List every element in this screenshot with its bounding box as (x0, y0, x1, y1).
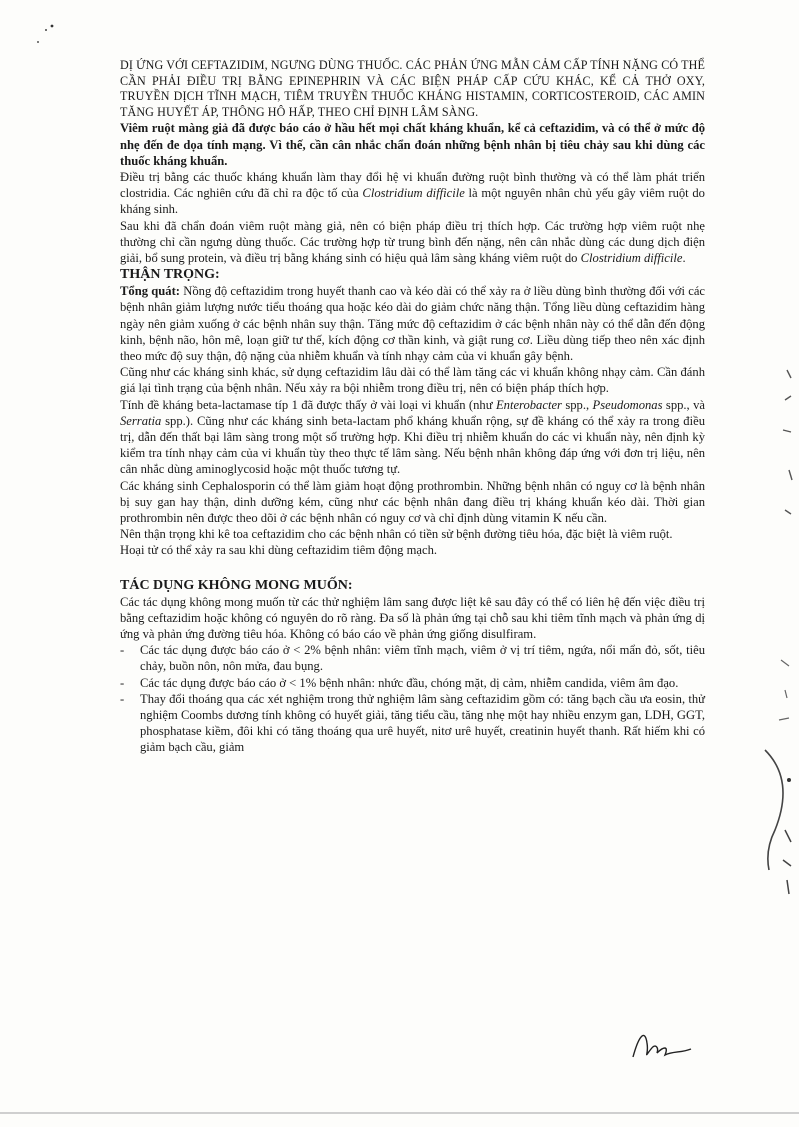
scan-dots-top-left (30, 20, 70, 50)
precautions-paragraph-5: Nên thận trọng khi kê toa ceftazidim cho các bệnh nhân có tiền sử bệnh đường tiêu hóa, đặc biệt là viêm ruột. (120, 527, 673, 542)
list-item: - Các tác dụng được báo cáo ở < 2% bệnh nhân: viêm tĩnh mạch, viêm ở vị trí tiêm, ngứa, nổi mẩn đỏ, sốt, tiêu chảy, buồn nôn, nôn mửa, đau bụng. (120, 643, 705, 674)
colitis-paragraph-2: Sau khi đã chẩn đoán viêm ruột màng giả, nên có biện pháp điều trị thích hợp. Các trường hợp viêm ruột nhẹ thường chỉ cần ngưng dùng thuốc. Các trường hợp từ trung bình đến nặng, nên cân nhắc dùng các dung dịch điện giải, bổ sung protein, và điều trị bằng kháng sinh có hiệu quả lâm sàng kháng viêm ruột do Clostridium difficile. (120, 218, 705, 265)
list-item: - Các tác dụng được báo cáo ở < 1% bệnh nhân: nhức đầu, chóng mặt, dị cảm, nhiễm candida, viêm âm đạo. (120, 675, 679, 690)
general-label: Tổng quát: (120, 284, 180, 299)
adverse-effects-heading: TÁC DỤNG KHÔNG MONG MUỐN: (120, 577, 353, 593)
colitis-paragraph-1: Điều trị bằng các thuốc kháng khuẩn làm thay đổi hệ vi khuẩn đường ruột bình thường và có thể làm phát triển clostridia. Các nghiên cứu đã chỉ ra độc tố của Clostridium difficile là một nguyên nhân chủ yếu gây viêm ruột do kháng sinh. (120, 169, 705, 217)
hypersensitivity-warning: DỊ ỨNG VỚI CEFTAZIDIM, NGƯNG DÙNG THUỐC. CÁC PHẢN ỨNG MẪN CẢM CẤP TÍNH NẶNG CÓ THỂ CẦN PHẢI ĐIỀU TRỊ BẰNG EPINEPHRIN VÀ CÁC BIỆN PHÁP CẤP CỨU KHÁC, KỂ CẢ THỞ OXY, TRUYỀN DỊCH TĨNH MẠCH, TIÊM TRUYỀN THUỐC KHÁNG HISTAMIN, CORTICOSTEROID, CÁC AMIN TĂNG HUYẾT ÁP, THÔNG HÔ HẤP, THEO CHỈ ĐỊNH LÂM SÀNG. (120, 58, 705, 119)
document-page (120, 58, 705, 756)
precautions-paragraph-6: Hoại tử có thể xảy ra sau khi dùng ceftazidim tiêm động mạch. (120, 543, 438, 558)
precautions-paragraph-4: Các kháng sinh Cephalosporin có thể làm giảm hoạt động prothrombin. Những bệnh nhân có nguy cơ là bệnh nhân bị suy gan hay thận, dinh dưỡng kém, cũng như các bệnh nhân đang điều trị kháng khuẩn kéo dài. Thời gian prothrombin nên được theo dõi ở các bệnh nhân có nguy cơ và chỉ định dùng vitamin K nếu cần. (120, 478, 705, 526)
page-bottom-edge (0, 1112, 799, 1114)
precautions-paragraph-2: Cũng như các kháng sinh khác, sử dụng ceftazidim lâu dài có thể làm tăng các vi khuẩn không nhạy cảm. Cần đánh giá lại tình trạng của bệnh nhân. Nếu xảy ra bội nhiễm trong điều trị, nên có biện pháp thích hợp. (120, 365, 705, 396)
adverse-effects-intro: Các tác dụng không mong muốn từ các thử nghiệm lâm sang được liệt kê sau đây có thể có liên hệ đến việc điều trị bằng ceftazidim hoặc không có nguyên do rõ ràng. Đa số là phản ứng tại chỗ sau khi tiêm tĩnh mạch và phản ứng dị ứng và phản ứng đường tiêu hóa. Không có báo cáo về phản ứng giống disulfiram. (120, 594, 705, 642)
precautions-heading: THẬN TRỌNG: (120, 267, 220, 283)
list-item: - Thay đổi thoáng qua các xét nghiệm trong thử nghiệm lâm sàng ceftazidim gồm có: tăng bạch cầu ưa eosin, thử nghiệm Coombs dương tính không có huyết giải, tăng tiểu cầu, tăng nhẹ một hay nhiều enzym gan, LDH, GGT, phosphatase kiềm, đôi khi có tăng thoáng qua urê huyết, nitơ urê huyết, creatinin huyết thanh. Rất hiếm khi có giảm bạch cầu, giảm (120, 691, 705, 755)
colitis-warning-bold: Viêm ruột màng giả đã được báo cáo ở hầu hết mọi chất kháng khuẩn, kể cả ceftazidim, và có thể ở mức độ nhẹ đến đe dọa tính mạng. Vì thế, cần cân nhắc chẩn đoán những bệnh nhân bị tiêu chảy sau khi dùng các thuốc kháng khuẩn. (120, 121, 705, 168)
precautions-general: Tổng quát: Nồng độ ceftazidim trong huyết thanh cao và kéo dài có thể xảy ra ở liều dùng bình thường đối với các bệnh nhân giảm lượng nước tiểu thoáng qua hoặc kéo dài do giảm chức năng thận. Tổng liều dùng ceftazidim hàng ngày nên giảm xuống ở các bệnh nhân suy thận. Tăng mức độ ceftazidim ở các bệnh nhân này có thể dẫn đến động kinh, bệnh não, hôn mê, loạn giữ tư thế, kích động cơ thần kinh, và giật rung cơ. Liều dùng tiếp theo nên xác định theo mức độ suy thận, độ nặng của nhiễm khuẩn và tính nhạy cảm của vi khuẩn gây bệnh. (120, 284, 706, 364)
signature (625, 1025, 695, 1065)
precautions-paragraph-3: Tính đề kháng beta-lactamase típ 1 đã được thấy ở vài loại vi khuẩn (như Enterobacter spp., Pseudomonas spp., và Serratia spp.). Cũng như các kháng sinh beta-lactam phổ kháng khuẩn rộng, sự đề kháng có thể xảy ra trong điều trị, dẫn đến thất bại lâm sàng trong một số trường hợp. Khi điều trị nhiễm khuẩn do các vi khuẩn này, nên định kỳ kiểm tra tính nhạy cảm của vi khuẩn tùy theo thực tế lâm sàng. Nếu bệnh nhân không đáp ứng với đơn trị liệu, nên cân nhắc dùng aminoglycosid hoặc một thuốc tương tự. (120, 397, 705, 477)
margin-stamp-right (755, 360, 799, 920)
adverse-effects-list (120, 642, 705, 755)
